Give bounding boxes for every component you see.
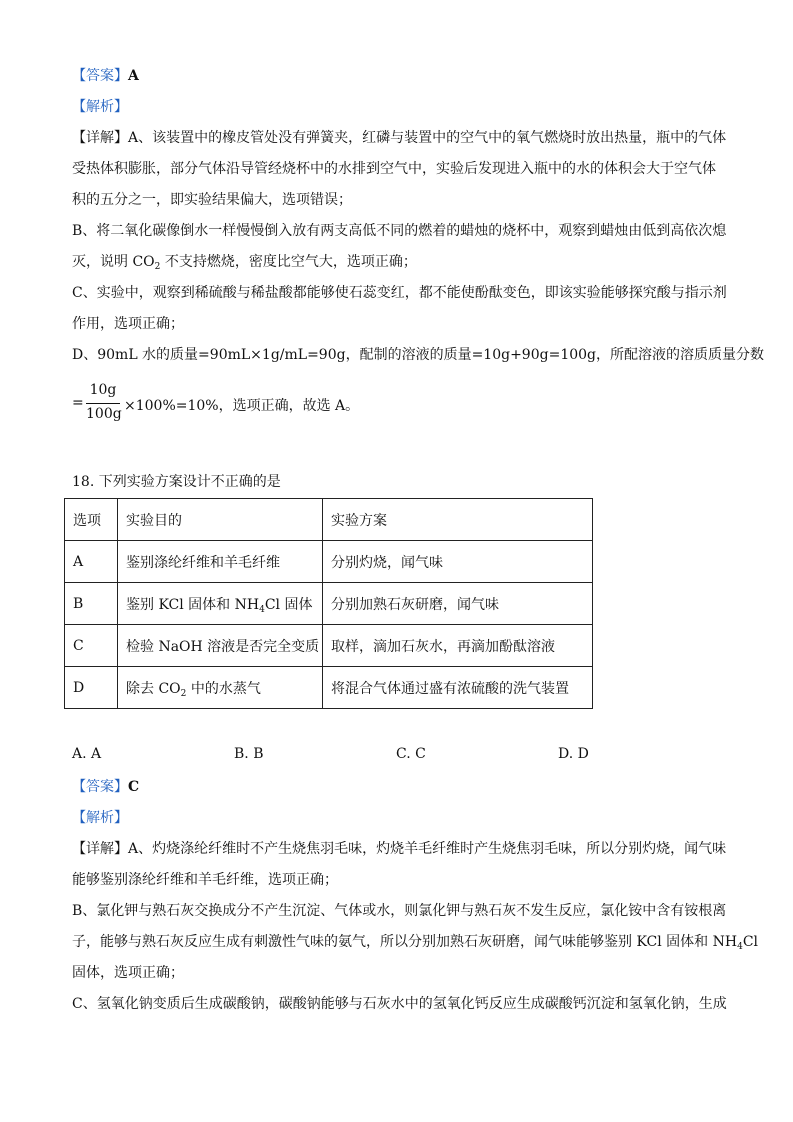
frac-rest: ×100%=10%，选项正确，故选 A。 (124, 398, 360, 414)
cell-plan: 取样，滴加石灰水，再滴加酚酞溶液 (323, 625, 593, 667)
text-b2 (72, 252, 417, 272)
frac-bar (86, 403, 120, 404)
choice-b[interactable]: B. B (234, 746, 264, 762)
text-b2a: 子，能够与熟石灰反应生成有刺激性气味的氨气，所以分别加熟石灰研磨，闻气味能够鉴别 KCl 固体和 NH (72, 934, 738, 950)
detail-line-a1 (72, 128, 726, 148)
detail-label: 【详解】 (72, 841, 128, 857)
cell-option: C (65, 625, 118, 667)
text-a2: 受热体积膨胀，部分气体沿导管经烧杯中的水排到空气中，实验后发现进入瓶中的水的体积会大于空气体 (72, 161, 716, 177)
cell-goal: 检验 NaOH 溶液是否完全变质 (118, 625, 323, 667)
cell-option: D (65, 667, 118, 709)
text-b2a: 灭，说明 CO (72, 254, 155, 270)
question-title: 18. 下列实验方案设计不正确的是 (72, 474, 281, 490)
header-cell: 实验目的 (118, 499, 323, 541)
goal-part: 除去 CO (126, 680, 181, 697)
choice-c[interactable]: C. C (396, 746, 426, 762)
analysis-label: 【解析】 (72, 99, 128, 115)
cell-option: A (65, 541, 118, 583)
cell-plan: 分别灼烧，闻气味 (323, 541, 593, 583)
options-table (64, 498, 593, 709)
header-cell: 选项 (65, 499, 118, 541)
choice-d[interactable]: D. D (558, 746, 589, 762)
detail-line-a1 (72, 839, 726, 859)
text-c2: 作用，选项正确； (72, 316, 184, 332)
choice-a[interactable]: A. A (72, 746, 102, 762)
table-row (65, 583, 593, 625)
table-row (65, 625, 593, 667)
text-b2 (72, 932, 758, 952)
answer-label: 【答案】 (72, 68, 128, 84)
cell-plan: 将混合气体通过盛有浓硫酸的洗气装置 (323, 667, 593, 709)
answer-line-1 (72, 66, 139, 86)
text-b2b: 不支持燃烧，密度比空气大，选项正确； (160, 254, 417, 270)
answer-label: 【答案】 (72, 779, 128, 795)
cell-goal (118, 583, 323, 625)
subscript: 4 (737, 942, 743, 952)
answer-value: A (128, 68, 139, 84)
text-b2b: Cl (742, 934, 759, 950)
table-row (65, 541, 593, 583)
text-a2: 能够鉴别涤纶纤维和羊毛纤维，选项正确； (72, 872, 338, 888)
detail-label: 【详解】 (72, 130, 128, 146)
text-a1: A、灼烧涤纶纤维时不产生烧焦羽毛味，灼烧羊毛纤维时产生烧焦羽毛味，所以分别灼烧，闻气味 (128, 841, 727, 857)
subscript: 4 (259, 604, 265, 615)
text-a3: 积的五分之一，即实验结果偏大，选项错误； (72, 192, 352, 208)
header-cell: 实验方案 (323, 499, 593, 541)
goal-part: 中的水蒸气 (186, 680, 261, 697)
subscript: 2 (180, 688, 187, 699)
answer-value: C (128, 779, 140, 795)
cell-goal: 鉴别涤纶纤维和羊毛纤维 (118, 541, 323, 583)
goal-part: 鉴别 KCl 固体和 NH (126, 596, 260, 613)
cell-goal (118, 667, 323, 709)
table-row (65, 667, 593, 709)
cell-plan: 分别加熟石灰研磨，闻气味 (323, 583, 593, 625)
text-b1: B、氯化钾与熟石灰交换成分不产生沉淀、气体或水，则氯化钾与熟石灰不发生反应，氯化铵中含有铵根离 (72, 903, 727, 919)
subscript: 2 (154, 262, 161, 272)
cell-option: B (65, 583, 118, 625)
goal-part: Cl 固体 (264, 596, 313, 613)
text-c1: C、氢氧化钠变质后生成碳酸钠，碳酸钠能够与石灰水中的氢氧化钙反应生成碳酸钙沉淀和氢氧化钠，生成 (72, 996, 727, 1012)
text-d1: D、90mL 水的质量=90mL×1g/mL=90g，配制的溶液的质量=10g+90g=100g，所配溶液的溶质质量分数 (72, 347, 765, 363)
answer-line-2 (72, 777, 139, 797)
text-a1: A、该装置中的橡皮管处没有弹簧夹，红磷与装置中的空气中的氧气燃烧时放出热量，瓶中的气体 (128, 130, 727, 146)
table-header-row (65, 499, 593, 541)
text-b1: B、将二氧化碳像倒水一样慢慢倒入放有两支高低不同的燃着的蜡烛的烧杯中，观察到蜡烛由低到高依次熄 (72, 223, 727, 239)
text-c1: C、实验中，观察到稀硫酸与稀盐酸都能够使石蕊变红，都不能使酚酞变色，即该实验能够探究酸与指示剂 (72, 285, 727, 301)
analysis-label: 【解析】 (72, 810, 128, 826)
frac-denominator: 100g (86, 406, 122, 422)
text-b3: 固体，选项正确； (72, 965, 184, 981)
frac-numerator: 10g (89, 382, 117, 398)
frac-equals: = (72, 395, 84, 411)
